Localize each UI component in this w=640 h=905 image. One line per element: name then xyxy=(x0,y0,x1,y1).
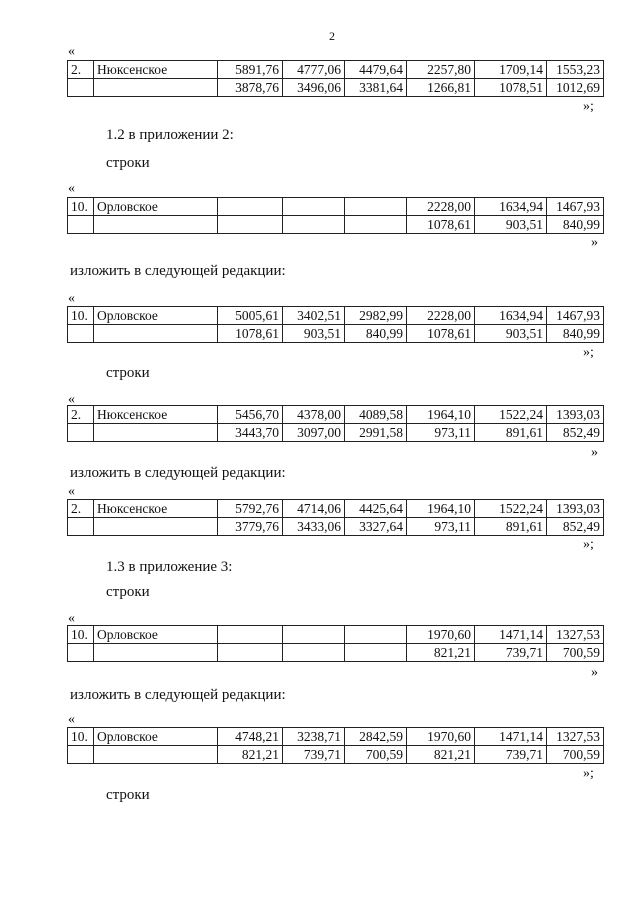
row-number-cell: 2. xyxy=(68,61,94,79)
row-number-cell xyxy=(68,746,94,764)
value-cell: 3402,51 xyxy=(283,307,345,325)
quote-close: »; xyxy=(583,537,594,552)
district-name-cell xyxy=(94,216,218,234)
table-row xyxy=(68,216,604,234)
table-row xyxy=(68,325,604,343)
table-row xyxy=(68,307,604,325)
value-cell: 891,61 xyxy=(475,518,547,536)
value-cell: 1964,10 xyxy=(407,500,475,518)
value-cell: 2257,80 xyxy=(407,61,475,79)
value-cell: 1634,94 xyxy=(475,198,547,216)
value-cell: 903,51 xyxy=(475,325,547,343)
quote-open: « xyxy=(68,392,75,407)
value-cell: 1393,03 xyxy=(547,406,604,424)
value-cell: 4748,21 xyxy=(218,728,283,746)
row-number-cell xyxy=(68,216,94,234)
row-number-cell: 2. xyxy=(68,406,94,424)
value-cell: 1970,60 xyxy=(407,626,475,644)
value-cell: 1522,24 xyxy=(475,406,547,424)
value-cell xyxy=(218,216,283,234)
value-cell: 4777,06 xyxy=(283,61,345,79)
value-cell: 1012,69 xyxy=(547,79,604,97)
row-number-cell xyxy=(68,424,94,442)
quote-close: » xyxy=(591,445,598,460)
value-cell xyxy=(345,216,407,234)
value-cell: 739,71 xyxy=(283,746,345,764)
value-cell: 1078,51 xyxy=(475,79,547,97)
district-name-cell: Орловское xyxy=(94,728,218,746)
value-cell: 973,11 xyxy=(407,424,475,442)
page-number: 2 xyxy=(329,29,335,43)
data-table xyxy=(67,60,604,97)
value-cell xyxy=(345,644,407,662)
district-name-cell xyxy=(94,325,218,343)
table-row xyxy=(68,424,604,442)
label-stroki: строки xyxy=(106,787,150,803)
value-cell: 1393,03 xyxy=(547,500,604,518)
value-cell xyxy=(283,198,345,216)
value-cell: 852,49 xyxy=(547,424,604,442)
row-number-cell: 10. xyxy=(68,307,94,325)
section-heading: 1.3 в приложение 3: xyxy=(106,559,233,575)
table-row xyxy=(68,518,604,536)
district-name-cell xyxy=(94,746,218,764)
quote-open: « xyxy=(68,712,75,727)
value-cell: 2228,00 xyxy=(407,307,475,325)
table-row xyxy=(68,644,604,662)
value-cell: 3238,71 xyxy=(283,728,345,746)
data-table xyxy=(67,499,604,536)
value-cell: 1970,60 xyxy=(407,728,475,746)
row-number-cell: 10. xyxy=(68,728,94,746)
value-cell: 821,21 xyxy=(407,644,475,662)
value-cell: 5456,70 xyxy=(218,406,283,424)
value-cell: 700,59 xyxy=(547,644,604,662)
value-cell: 1709,14 xyxy=(475,61,547,79)
row-number-cell: 10. xyxy=(68,626,94,644)
section-heading: 1.2 в приложении 2: xyxy=(106,127,234,143)
value-cell: 1078,61 xyxy=(218,325,283,343)
quote-open: « xyxy=(68,181,75,196)
value-cell: 4425,64 xyxy=(345,500,407,518)
value-cell: 1467,93 xyxy=(547,198,604,216)
value-cell: 1553,23 xyxy=(547,61,604,79)
district-name-cell: Орловское xyxy=(94,307,218,325)
value-cell: 840,99 xyxy=(345,325,407,343)
quote-open: « xyxy=(68,484,75,499)
value-cell xyxy=(345,198,407,216)
value-cell: 2842,59 xyxy=(345,728,407,746)
district-name-cell: Нюксенское xyxy=(94,406,218,424)
quote-close: » xyxy=(591,665,598,680)
value-cell: 4089,58 xyxy=(345,406,407,424)
quote-close: »; xyxy=(583,99,594,114)
value-cell: 739,71 xyxy=(475,644,547,662)
district-name-cell: Нюксенское xyxy=(94,61,218,79)
table-row xyxy=(68,728,604,746)
value-cell: 3443,70 xyxy=(218,424,283,442)
value-cell: 1634,94 xyxy=(475,307,547,325)
value-cell: 1327,53 xyxy=(547,728,604,746)
value-cell: 4479,64 xyxy=(345,61,407,79)
value-cell: 700,59 xyxy=(345,746,407,764)
value-cell: 1078,61 xyxy=(407,216,475,234)
table-row xyxy=(68,500,604,518)
value-cell: 2982,99 xyxy=(345,307,407,325)
value-cell: 840,99 xyxy=(547,325,604,343)
value-cell: 2991,58 xyxy=(345,424,407,442)
value-cell: 3381,64 xyxy=(345,79,407,97)
row-number-cell xyxy=(68,644,94,662)
district-name-cell xyxy=(94,424,218,442)
value-cell: 840,99 xyxy=(547,216,604,234)
value-cell: 5891,76 xyxy=(218,61,283,79)
label-izlozhit: изложить в следующей редакции: xyxy=(70,465,286,481)
value-cell: 1266,81 xyxy=(407,79,475,97)
value-cell: 5792,76 xyxy=(218,500,283,518)
quote-open: « xyxy=(68,44,75,59)
data-table xyxy=(67,625,604,662)
row-number-cell: 10. xyxy=(68,198,94,216)
quote-close: » xyxy=(591,235,598,250)
value-cell: 739,71 xyxy=(475,746,547,764)
value-cell: 903,51 xyxy=(475,216,547,234)
value-cell: 5005,61 xyxy=(218,307,283,325)
table-row xyxy=(68,79,604,97)
district-name-cell: Орловское xyxy=(94,198,218,216)
table-row xyxy=(68,746,604,764)
table-row xyxy=(68,406,604,424)
value-cell xyxy=(218,198,283,216)
value-cell: 821,21 xyxy=(407,746,475,764)
value-cell: 1078,61 xyxy=(407,325,475,343)
value-cell xyxy=(218,626,283,644)
quote-close: »; xyxy=(583,345,594,360)
table-row xyxy=(68,61,604,79)
district-name-cell: Орловское xyxy=(94,626,218,644)
value-cell: 3327,64 xyxy=(345,518,407,536)
value-cell: 1471,14 xyxy=(475,626,547,644)
value-cell: 1467,93 xyxy=(547,307,604,325)
value-cell xyxy=(283,216,345,234)
district-name-cell xyxy=(94,79,218,97)
data-table xyxy=(67,727,604,764)
value-cell xyxy=(345,626,407,644)
value-cell: 1471,14 xyxy=(475,728,547,746)
value-cell: 2228,00 xyxy=(407,198,475,216)
value-cell: 3097,00 xyxy=(283,424,345,442)
value-cell xyxy=(218,644,283,662)
value-cell: 973,11 xyxy=(407,518,475,536)
district-name-cell xyxy=(94,518,218,536)
label-izlozhit: изложить в следующей редакции: xyxy=(70,263,286,279)
row-number-cell xyxy=(68,325,94,343)
quote-open: « xyxy=(68,291,75,306)
value-cell: 3779,76 xyxy=(218,518,283,536)
district-name-cell xyxy=(94,644,218,662)
value-cell: 821,21 xyxy=(218,746,283,764)
value-cell: 903,51 xyxy=(283,325,345,343)
value-cell: 1327,53 xyxy=(547,626,604,644)
table-row xyxy=(68,626,604,644)
row-number-cell xyxy=(68,518,94,536)
label-stroki: строки xyxy=(106,365,150,381)
value-cell xyxy=(283,626,345,644)
value-cell: 4714,06 xyxy=(283,500,345,518)
district-name-cell: Нюксенское xyxy=(94,500,218,518)
value-cell: 3878,76 xyxy=(218,79,283,97)
quote-close: »; xyxy=(583,766,594,781)
label-stroki: строки xyxy=(106,584,150,600)
data-table xyxy=(67,405,604,442)
quote-open: « xyxy=(68,611,75,626)
table-row xyxy=(68,198,604,216)
value-cell: 1964,10 xyxy=(407,406,475,424)
label-stroki: строки xyxy=(106,155,150,171)
row-number-cell: 2. xyxy=(68,500,94,518)
label-izlozhit: изложить в следующей редакции: xyxy=(70,687,286,703)
data-table xyxy=(67,306,604,343)
data-table xyxy=(67,197,604,234)
value-cell: 4378,00 xyxy=(283,406,345,424)
value-cell: 891,61 xyxy=(475,424,547,442)
value-cell: 3433,06 xyxy=(283,518,345,536)
row-number-cell xyxy=(68,79,94,97)
value-cell: 852,49 xyxy=(547,518,604,536)
value-cell: 700,59 xyxy=(547,746,604,764)
value-cell xyxy=(283,644,345,662)
value-cell: 1522,24 xyxy=(475,500,547,518)
value-cell: 3496,06 xyxy=(283,79,345,97)
